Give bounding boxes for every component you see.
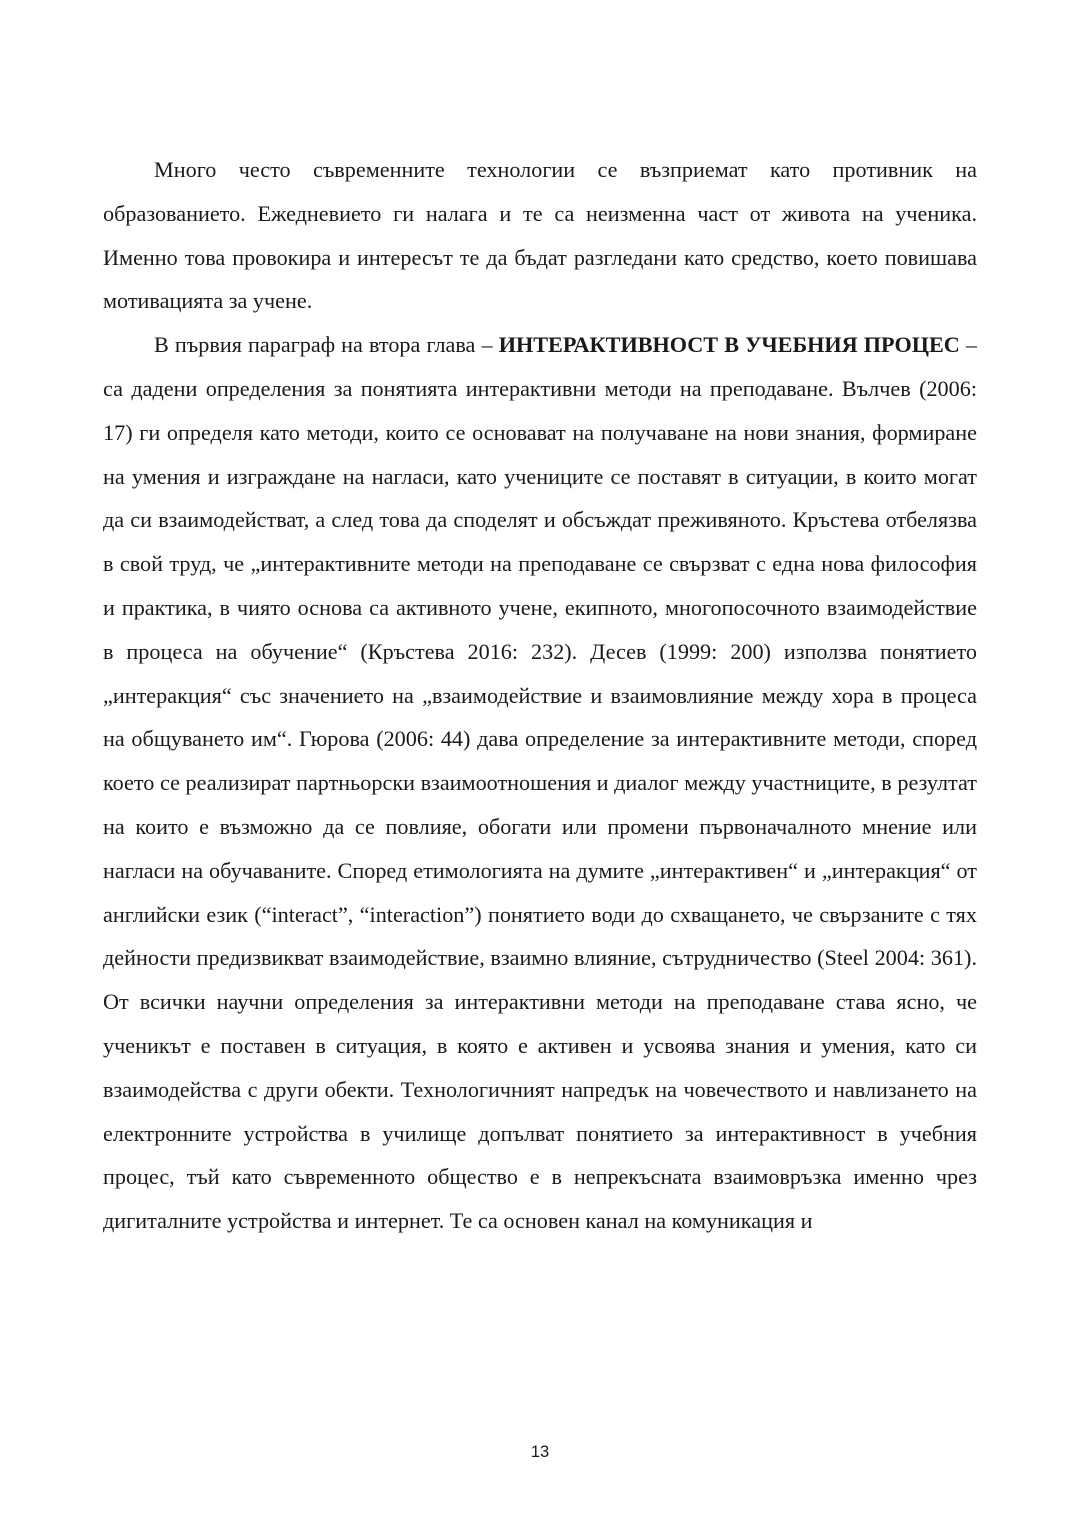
paragraph-1 <box>103 148 977 323</box>
page-number: 13 <box>530 1443 550 1461</box>
paragraph-1-text: Много често съвременните технологии се възприемат като противник на образованието. Ежедневието ги налага и те са неизменна част от живота на ученика. Именно това провокира и интересът те да бъдат разгледани като средство, което повишава мотивацията за учене. <box>103 157 977 314</box>
section-heading: ИНТЕРАКТИВНОСТ В УЧЕБНИЯ ПРОЦЕС <box>498 332 960 358</box>
paragraph-2-lead: В първия параграф на втора глава – <box>154 332 499 358</box>
paragraph-2 <box>103 323 977 1243</box>
body-text <box>103 148 977 1243</box>
paragraph-2-text: – са дадени определения за понятията интерактивни методи на преподаване. Вълчев (2006: 17) ги определя като методи, които се основават на получаване на нови знания, формиране на умения и изграждане на нагласи, като учениците се поставят в ситуации, в които могат да си взаимодействат, а след това да споделят и обсъждат преживяното. Кръстева отбелязва в свой труд, че „интерактивните методи на преподаване се свързват с една нова философия и практика, в чиято основа са активното учене, екипното, многопосочното взаимодействие в процеса на обучение“ (Кръстева 2016: 232). Десев (1999: 200) използва понятието „интеракция“ със значението на „взаимодействие и взаимовлияние между хора в процеса на общуването им“. Гюрова (2006: 44) дава определение за интерактивните методи, според което се реализират партньорски взаимоотношения и диалог между участниците, в резултат на които е възможно да се повлияе, обогати или промени първоначалното мнение или нагласи на обучаваните. Според етимологията на думите „интерактивен“ и „интеракция“ от английски език (“interact”, “interaction”) понятието води до схващането, че свързаните с тях дейности предизвикват взаимодействие, взаимно влияние, сътрудничество (Steel 2004: 361). От всички научни определения за интерактивни методи на преподаване става ясно, че ученикът е поставен в ситуация, в която е активен и усвоява знания и умения, като си взаимодейства с други обекти. Технологичният напредък на човечеството и навлизането на електронните устройства в училище допълват понятието за интерактивност в учебния процес, тъй като съвременното общество е в непрекъсната взаимовръзка именно чрез дигиталните устройства и интернет. Те са основен канал на комуникация и <box>103 332 978 1234</box>
